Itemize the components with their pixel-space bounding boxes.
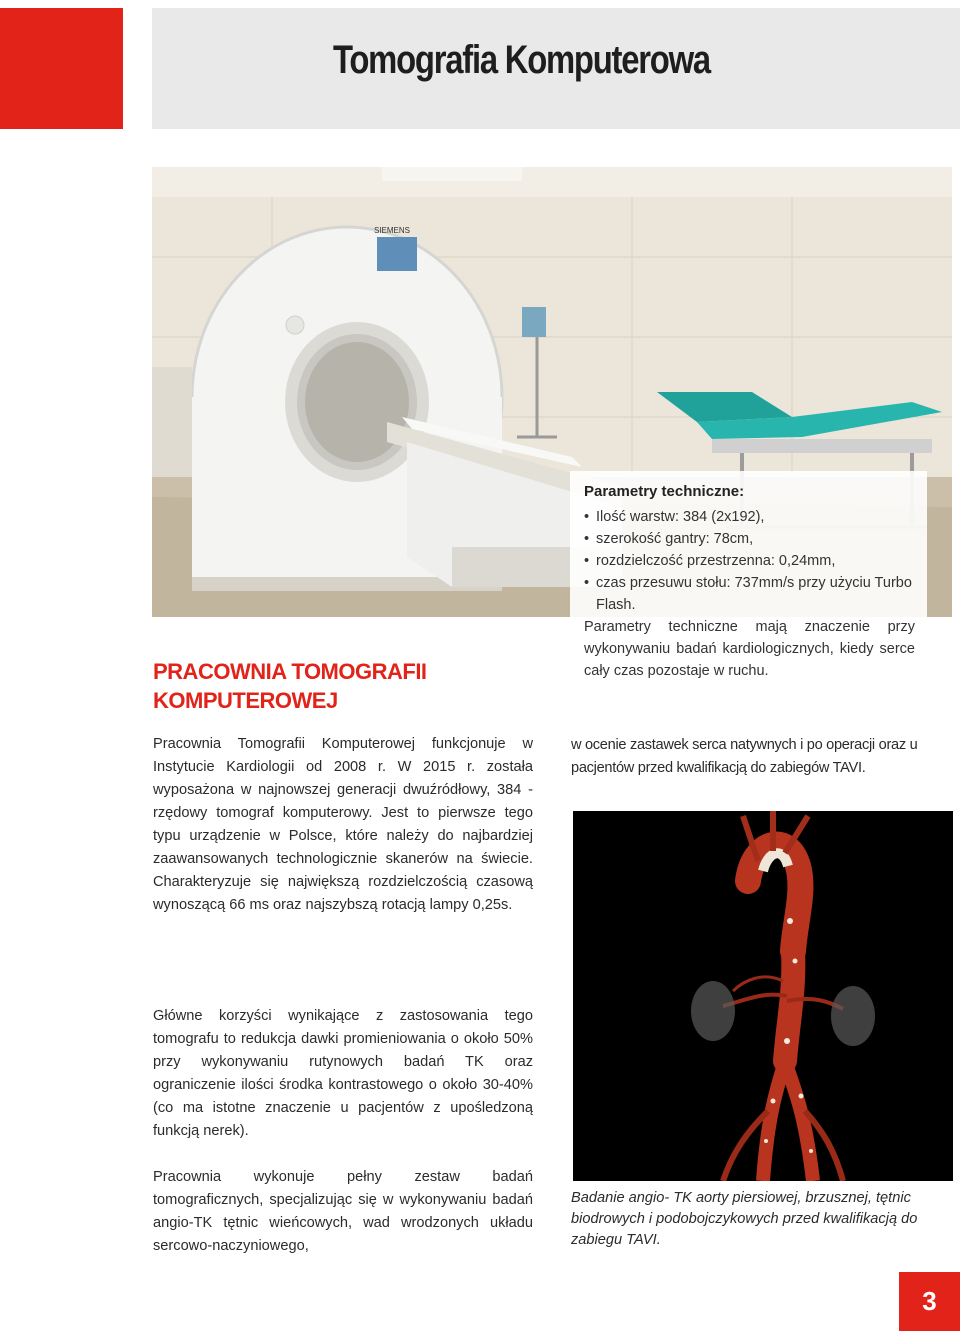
params-item: • czas przesuwu stołu: 737mm/s przy użyciu Turbo Flash. — [584, 572, 915, 616]
body-paragraph-1: Pracownia Tomografii Komputerowej funkcjonuje w Instytucie Kardiologii od 2008 r. W 2015 r. została wyposażona w najnowszej generacji dwuźródłowy, 384 - rzędowy tomograf komputerowy. Jest to pierwsze tego typu urządzenie w Polsce, które należy do najbardziej zaawansowanych technologicznie skanerów na świecie. Charakteryzuje się największą rozdzielczością czasową wynoszącą 66 ms oraz najszybszą rotacją lampy 0,25s. — [153, 736, 533, 913]
params-list — [584, 506, 915, 616]
page-number-box — [899, 1272, 960, 1331]
params-item: • szerokość gantry: 78cm, — [584, 528, 915, 550]
technical-parameters-box — [570, 471, 927, 703]
red-accent-square — [0, 8, 123, 129]
params-title: Parametry techniczne: — [584, 483, 745, 500]
page-number: 3 — [922, 1286, 937, 1316]
angio-ct-image — [573, 811, 953, 1181]
body-paragraph-2: Główne korzyści wynikające z zastosowania tego tomografu to redukcja dawki promieniowania o około 50% przy wykonywaniu rutynowych badań TK oraz ograniczenie ilości środka kontrastowego o około 30-40% (co ma istotne znaczenie u pacjentów z upośledzoną funkcją nerek). — [153, 1008, 533, 1139]
page-title: Tomografia Komputerowa — [333, 38, 710, 82]
section-heading: PRACOWNIA TOMOGRAFII KOMPUTEROWEJ — [153, 659, 427, 713]
params-note: Parametry techniczne mają znaczenie przy wykonywaniu badań kardiologicznych, kiedy serce cały czas pozostaje w ruchu. — [584, 619, 915, 679]
image-caption: Badanie angio- TK aorty piersiowej, brzusznej, tętnic biodrowych i podobojczykowych przed kwalifikacją do zabiegu TAVI. — [571, 1190, 918, 1248]
params-item: • Ilość warstw: 384 (2x192), — [584, 506, 915, 528]
scanner-brand-text: SIEMENS — [374, 226, 411, 235]
body-paragraph-3: Pracownia wykonuje pełny zestaw badań tomograficznych, specjalizując się w wykonywaniu badań angio-TK tętnic wieńcowych, wad wrodzonych układu sercowo-naczyniowego, — [153, 1169, 533, 1254]
body-paragraph-continued: w ocenie zastawek serca natywnych i po operacji oraz u pacjentów przed kwalifikacją do zabiegów TAVI. — [571, 737, 918, 776]
params-item: • rozdzielczość przestrzenna: 0,24mm, — [584, 550, 915, 572]
